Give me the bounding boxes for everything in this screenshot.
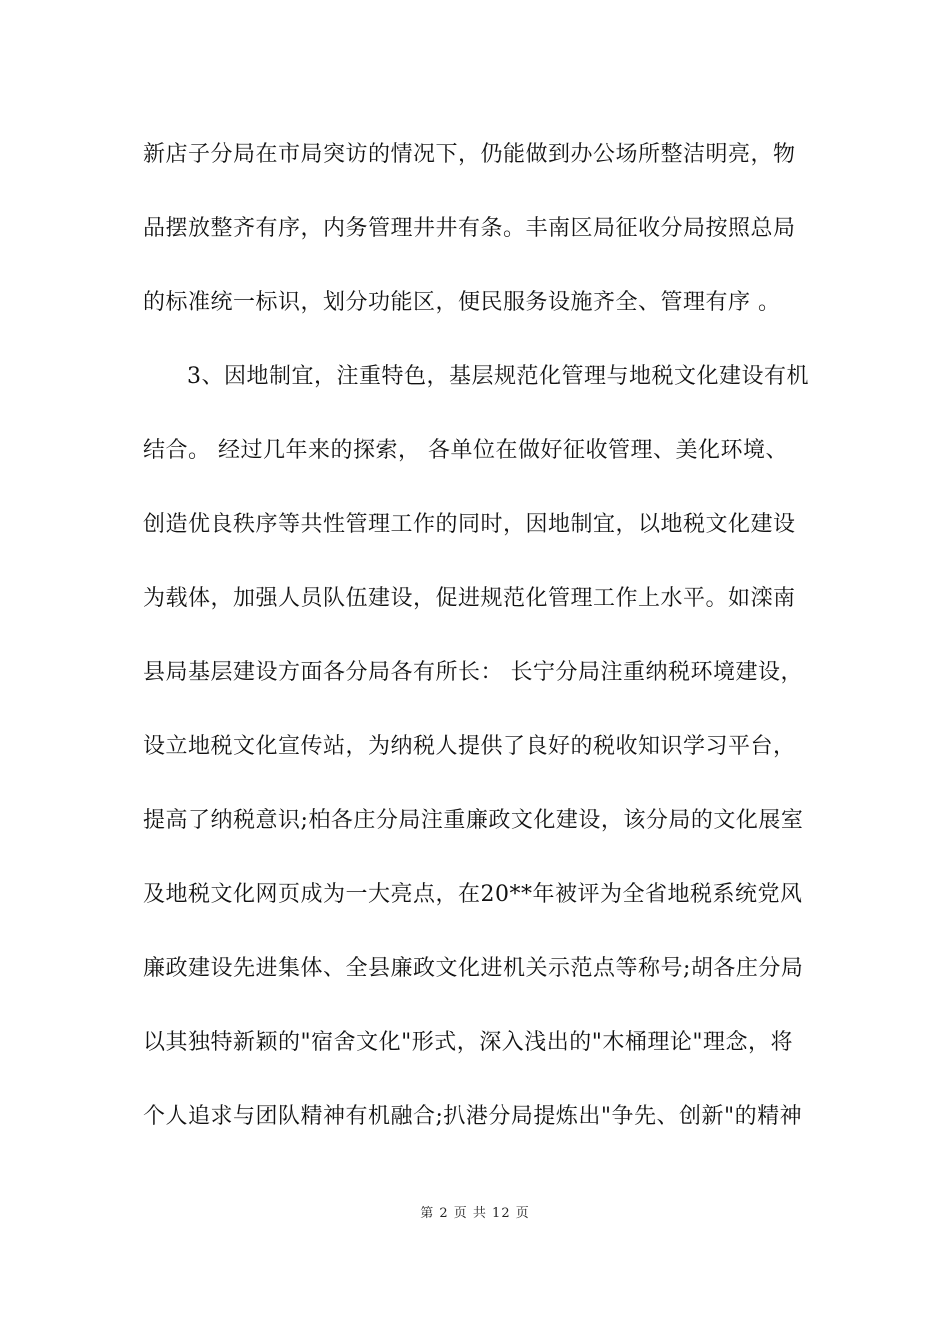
- text-line-8: 县局基层建设方面各分局各有所长： 长宁分局注重纳税环境建设，: [143, 660, 803, 685]
- page-number-footer: 第 2 页 共 12 页: [420, 1206, 530, 1221]
- text-line-6: 创造优良秩序等共性管理工作的同时，因地制宜，以地税文化建设: [143, 512, 796, 537]
- text-line-1: 新店子分局在市局突访的情况下，仍能做到办公场所整洁明亮，物: [143, 142, 796, 167]
- text-line-3: 的标准统一标识，划分功能区，便民服务设施齐全、管理有序 。: [143, 290, 781, 315]
- text-line-13: 以其独特新颖的"宿舍文化"形式，深入浅出的"木桶理论"理念，将: [143, 1030, 793, 1055]
- text-line-4: 3、因地制宜，注重特色，基层规范化管理与地税文化建设有机: [187, 364, 809, 389]
- text-line-14: 个人追求与团队精神有机融合;扒港分局提炼出"争先、创新"的精神: [143, 1104, 803, 1129]
- text-line-2: 品摆放整齐有序，内务管理井井有条。丰南区局征收分局按照总局: [143, 216, 796, 241]
- text-line-12: 廉政建设先进集体、全县廉政文化进机关示范点等称号;胡各庄分局: [143, 956, 804, 981]
- text-line-9: 设立地税文化宣传站，为纳税人提供了良好的税收知识学习平台，: [143, 734, 796, 759]
- text-line-5: 结合。 经过几年来的探索， 各单位在做好征收管理、美化环境、: [143, 438, 788, 463]
- text-line-10: 提高了纳税意识;柏各庄分局注重廉政文化建设，该分局的文化展室: [143, 808, 804, 833]
- text-line-7: 为载体，加强人员队伍建设，促进规范化管理工作上水平。如滦南: [143, 586, 796, 611]
- text-line-11: 及地税文化网页成为一大亮点，在20**年被评为全省地税系统党风: [143, 882, 803, 907]
